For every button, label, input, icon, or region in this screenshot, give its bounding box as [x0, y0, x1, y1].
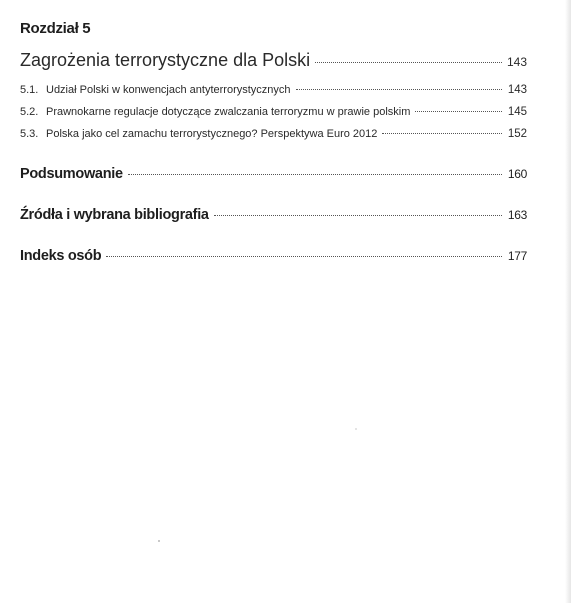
entry-title: Źródła i wybrana bibliografia [20, 207, 209, 223]
section-title: Polska jako cel zamachu terrorystycznego? Perspektywa Euro 2012 [46, 128, 378, 140]
dot-leader [128, 174, 502, 175]
page-number: 143 [506, 55, 527, 69]
page-number: 163 [507, 208, 527, 222]
page-number: 145 [507, 106, 527, 118]
section-entry [20, 106, 527, 118]
section-title: Udział Polski w konwencjach antyterrorystycznych [46, 84, 291, 96]
dot-leader [296, 89, 502, 90]
page-number: 160 [507, 167, 527, 181]
section-number: 5.1. [20, 84, 39, 96]
dot-leader [106, 256, 502, 257]
toc-entry [20, 166, 527, 182]
page-number: 152 [507, 128, 527, 140]
page-edge-shadow [565, 0, 571, 603]
section-number: 5.3. [20, 128, 39, 140]
dot-leader [315, 62, 502, 63]
page-number: 177 [507, 249, 527, 263]
section-entry [20, 84, 527, 96]
dot-leader [415, 111, 502, 112]
dot-leader [214, 215, 502, 216]
toc-entry [20, 248, 527, 264]
section-title: Prawnokarne regulacje dotyczące zwalczania terroryzmu w prawie polskim [46, 106, 411, 118]
toc-entry [20, 207, 527, 223]
chapter-label: Rozdział 5 [20, 20, 91, 37]
paper-speck [355, 428, 357, 430]
entry-title: Indeks osób [20, 248, 102, 264]
chapter-title-entry [20, 50, 527, 71]
dot-leader [382, 133, 502, 134]
page-number: 143 [507, 84, 527, 96]
section-number: 5.2. [20, 106, 39, 118]
section-entry [20, 128, 527, 140]
entry-title: Podsumowanie [20, 166, 123, 182]
chapter-title: Zagrożenia terrorystyczne dla Polski [20, 50, 311, 70]
paper-speck [158, 540, 160, 542]
